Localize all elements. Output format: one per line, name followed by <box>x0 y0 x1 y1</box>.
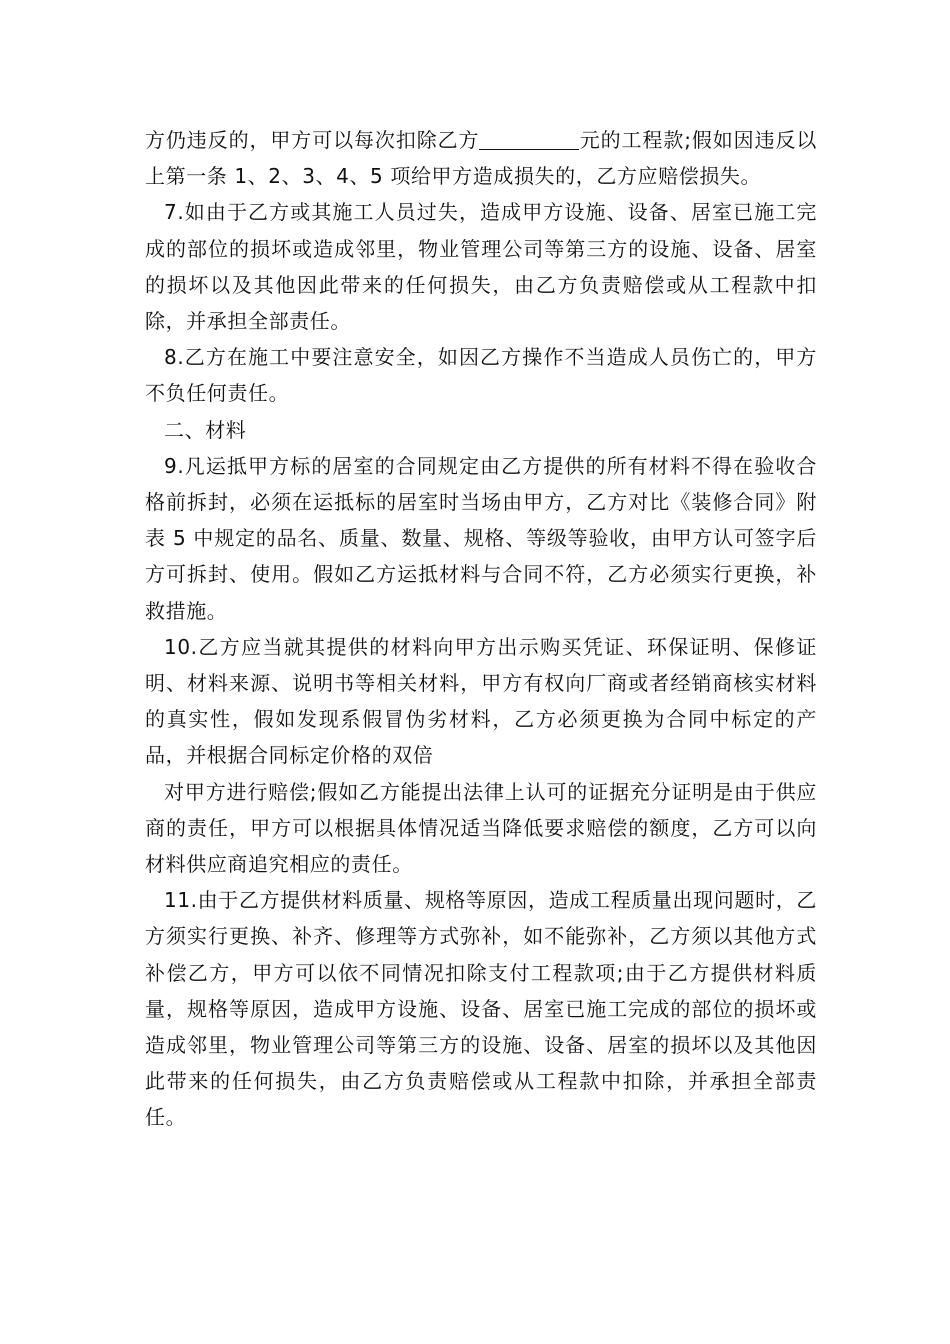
section-heading-materials: 二、材料 <box>164 417 247 442</box>
clause-8: 8.乙方在施工中要注意安全，如因乙方操作不当造成人员伤亡的，甲方不负任何责任。 <box>145 345 817 406</box>
paragraph-penalty <box>145 122 817 194</box>
paragraph-penalty-text-start: 方仍违反的，甲方可以每次扣除乙方 <box>145 128 480 152</box>
clause-10-continued: 对甲方进行赔偿;假如乙方能提出法律上认可的证据充分证明是由于供应商的责任，甲方可以根据具体情况适当降低要求赔偿的额度，乙方可以向材料供应商追究相应的责任。 <box>145 779 817 877</box>
amount-blank-line <box>479 129 579 150</box>
clause-7: 7.如由于乙方或其施工人员过失，造成甲方设施、设备、居室已施工完成的部位的损坏或造成邻里，物业管理公司等第三方的设施、设备、居室的损坏以及其他因此带来的任何损失，由乙方负责赔偿或从工程款中扣除，并承担全部责任。 <box>145 200 817 334</box>
paragraph-penalty-text-end: 元的工程款;假如因违反以上第一条 1、2、3、4、5 项给甲方造成损失的，乙方应赔偿损失。 <box>145 128 817 189</box>
document-body <box>145 122 817 1136</box>
clause-10: 10.乙方应当就其提供的材料向甲方出示购买凭证、环保证明、保修证明、材料来源、说明书等相关材料，甲方有权向厂商或者经销商核实材料的真实性，假如发现系假冒伪劣材料，乙方必须更换为合同中标定的产品，并根据合同标定价格的双倍 <box>145 634 817 768</box>
clause-9: 9.凡运抵甲方标的居室的合同规定由乙方提供的所有材料不得在验收合格前拆封，必须在运抵标的居室时当场由甲方，乙方对比《装修合同》附表 5 中规定的品名、质量、数量、规格、等级等验收，由甲方认可签字后方可拆封、使用。假如乙方运抵材料与合同不符，乙方必须实行更换，补救措施。 <box>145 453 817 623</box>
clause-11: 11.由于乙方提供材料质量、规格等原因，造成工程质量出现问题时，乙方须实行更换、补齐、修理等方式弥补，如不能弥补，乙方须以其他方式补偿乙方，甲方可以依不同情况扣除支付工程款项;由于乙方提供材料质量，规格等原因，造成甲方设施、设备、居室已施工完成的部位的损坏或造成邻里，物业管理公司等第三方的设施、设备、居室的损坏以及其他因此带来的任何损失，由乙方负责赔偿或从工程款中扣除，并承担全部责任。 <box>145 888 817 1130</box>
